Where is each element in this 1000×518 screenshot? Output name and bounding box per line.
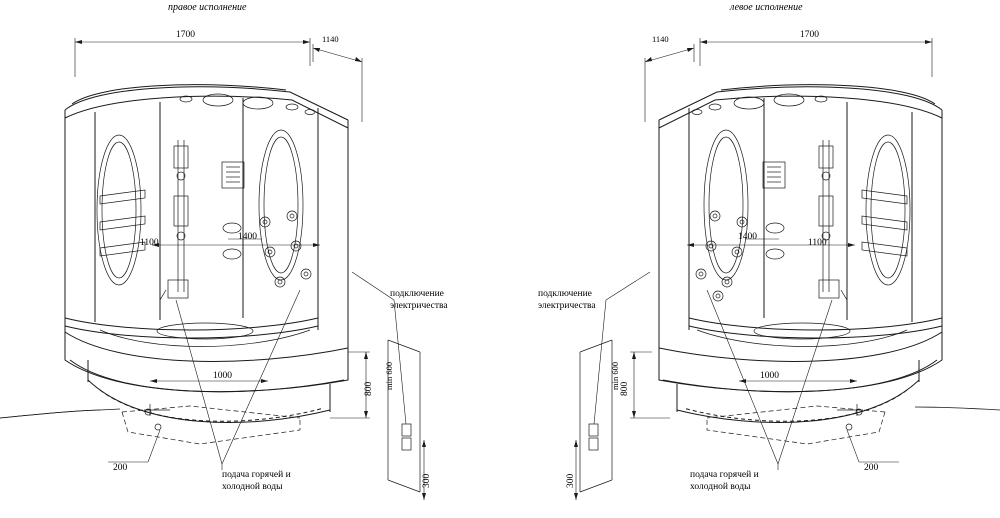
title-right-variant: левое исполнение: [730, 2, 803, 13]
right-glass-panels: [704, 130, 910, 285]
right-mixer-column: [819, 140, 847, 312]
right-control-panel: [763, 162, 785, 188]
left-label-800: 800: [364, 381, 374, 396]
right-label-1000: 1000: [760, 371, 779, 381]
left-dim-1140: [313, 44, 362, 122]
right-note-water-line1: подача горячей и: [690, 470, 759, 480]
right-label-300: 300: [566, 473, 576, 488]
left-cabin-outline: [65, 85, 348, 423]
right-label-1100: 1100: [808, 238, 827, 248]
right-label-200: 200: [864, 463, 879, 473]
right-dim-1700: [700, 38, 932, 77]
left-jets: [260, 211, 311, 287]
left-label-1140: 1140: [322, 34, 339, 44]
right-dim-1000: [739, 379, 857, 383]
right-vertical-dims: [574, 352, 670, 500]
left-label-1100: 1100: [140, 238, 159, 248]
left-dim-1000: [150, 379, 268, 383]
right-cabin-outline: [659, 85, 942, 423]
right-label-min600: min 600: [610, 361, 620, 390]
right-label-800: 800: [620, 381, 630, 396]
right-note-electric-line2: электричества: [538, 301, 596, 311]
right-cabin-assembly: [574, 38, 942, 500]
right-floor-plan-dashed: [707, 406, 885, 444]
left-note-electric-line1: подключение: [390, 289, 444, 299]
left-label-1000: 1000: [213, 371, 232, 381]
left-label-200: 200: [113, 463, 128, 473]
left-bath-basin: [100, 323, 310, 347]
right-electric-wall: [580, 340, 612, 492]
left-cabin-assembly: [65, 38, 426, 500]
left-note-electric-line2: электричества: [390, 301, 448, 311]
right-dim-200: [847, 430, 899, 462]
right-note-electric-line1: подключение: [538, 289, 592, 299]
title-left-variant: правое исполнение: [168, 2, 247, 13]
right-label-1140: 1140: [652, 34, 669, 44]
left-label-1400: 1400: [238, 232, 257, 242]
right-jets: [696, 211, 747, 301]
left-dim-1700: [75, 38, 310, 77]
left-label-min600: min 600: [384, 361, 394, 390]
left-vertical-dims: [330, 352, 426, 500]
right-label-1400: 1400: [738, 232, 757, 242]
left-note-water-line2: холодной воды: [222, 482, 283, 492]
left-note-water-line1: подача горячей и: [222, 470, 291, 480]
left-dim-200: [108, 430, 160, 462]
ground-line-left: [0, 409, 120, 418]
left-label-300: 300: [422, 473, 432, 488]
right-label-1700: 1700: [800, 30, 819, 40]
right-electric-leaders: [594, 272, 650, 424]
left-label-1700: 1700: [176, 30, 195, 40]
left-mixer-column: [160, 140, 188, 312]
ground-line-right: [915, 407, 1000, 410]
right-note-water-line2: холодной воды: [690, 482, 751, 492]
left-glass-panels: [97, 130, 303, 285]
right-dim-1140: [645, 44, 694, 122]
left-control-panel: [222, 162, 244, 188]
right-hand-shower: [766, 223, 784, 259]
